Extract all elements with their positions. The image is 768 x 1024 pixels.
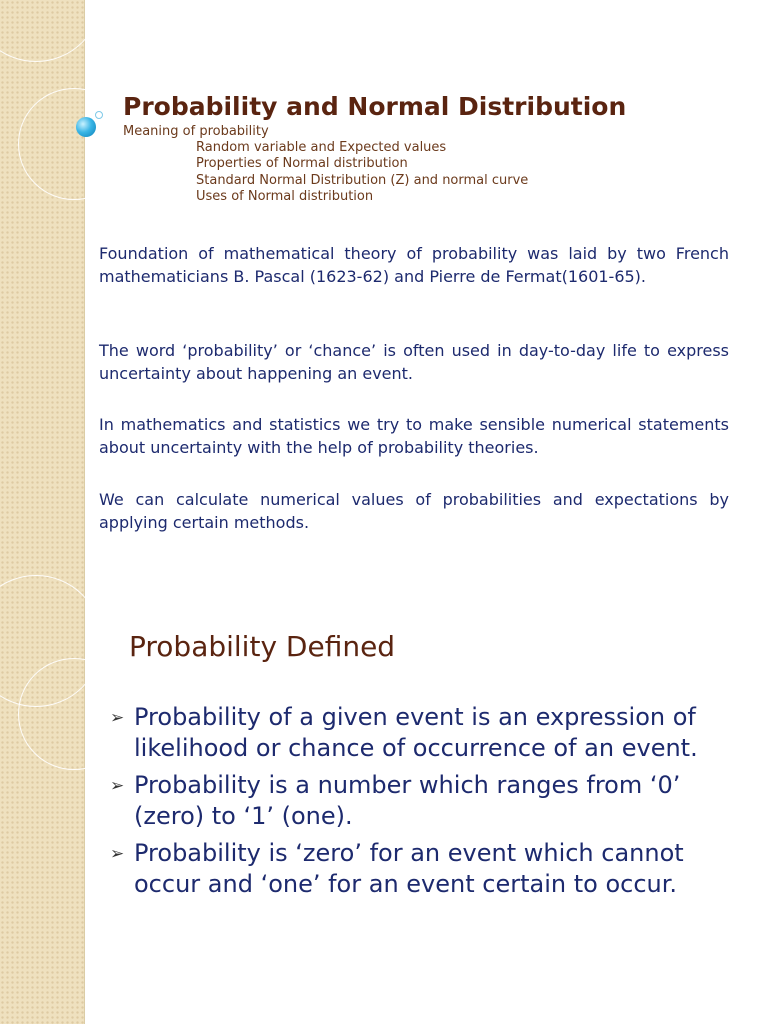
decorative-ring-icon (0, 0, 102, 62)
bullet-list (110, 702, 750, 906)
body-paragraph: In mathematics and statistics we try to make sensible numerical statements about uncertainty with the help of probability theories. (99, 415, 729, 457)
subtopic-item: Meaning of probability (123, 124, 269, 139)
subtopic-item: Uses of Normal distribution (196, 188, 374, 204)
decorative-small-bead-icon (95, 111, 103, 119)
list-item (110, 770, 750, 831)
arrow-bullet-icon: ➢ (110, 844, 125, 864)
subtopic-item: Properties of Normal distribution (196, 156, 408, 172)
subtopic-list (123, 124, 528, 205)
slide-title: Probability and Normal Distribution (123, 92, 627, 121)
arrow-bullet-icon: ➢ (110, 708, 125, 728)
subtopic-item: Random variable and Expected values (196, 140, 447, 156)
decorative-ring-icon (18, 88, 130, 200)
bullet-text: Probability is ‘zero’ for an event which cannot occur and ‘one’ for an event certain to occur. (134, 839, 684, 898)
body-paragraph: We can calculate numerical values of probabilities and expectations by applying certain methods. (99, 490, 729, 532)
subtopic-item: Standard Normal Distribution (Z) and normal curve (196, 172, 529, 188)
bullet-text: Probability of a given event is an expression of likelihood or chance of occurrence of an event. (134, 703, 698, 762)
section-heading: Probability Defined (129, 630, 396, 663)
decorative-bead-icon (76, 117, 96, 137)
list-item (110, 702, 750, 763)
bullet-text: Probability is a number which ranges from ‘0’ (zero) to ‘1’ (one). (134, 771, 681, 830)
body-paragraph: The word ‘probability’ or ‘chance’ is often used in day-to-day life to express uncertainty about happening an event. (99, 341, 729, 383)
arrow-bullet-icon: ➢ (110, 776, 125, 796)
body-paragraph: Foundation of mathematical theory of probability was laid by two French mathematicians B. Pascal (1623-62) and Pierre de Fermat(1601-65). (99, 244, 729, 286)
list-item (110, 838, 750, 899)
